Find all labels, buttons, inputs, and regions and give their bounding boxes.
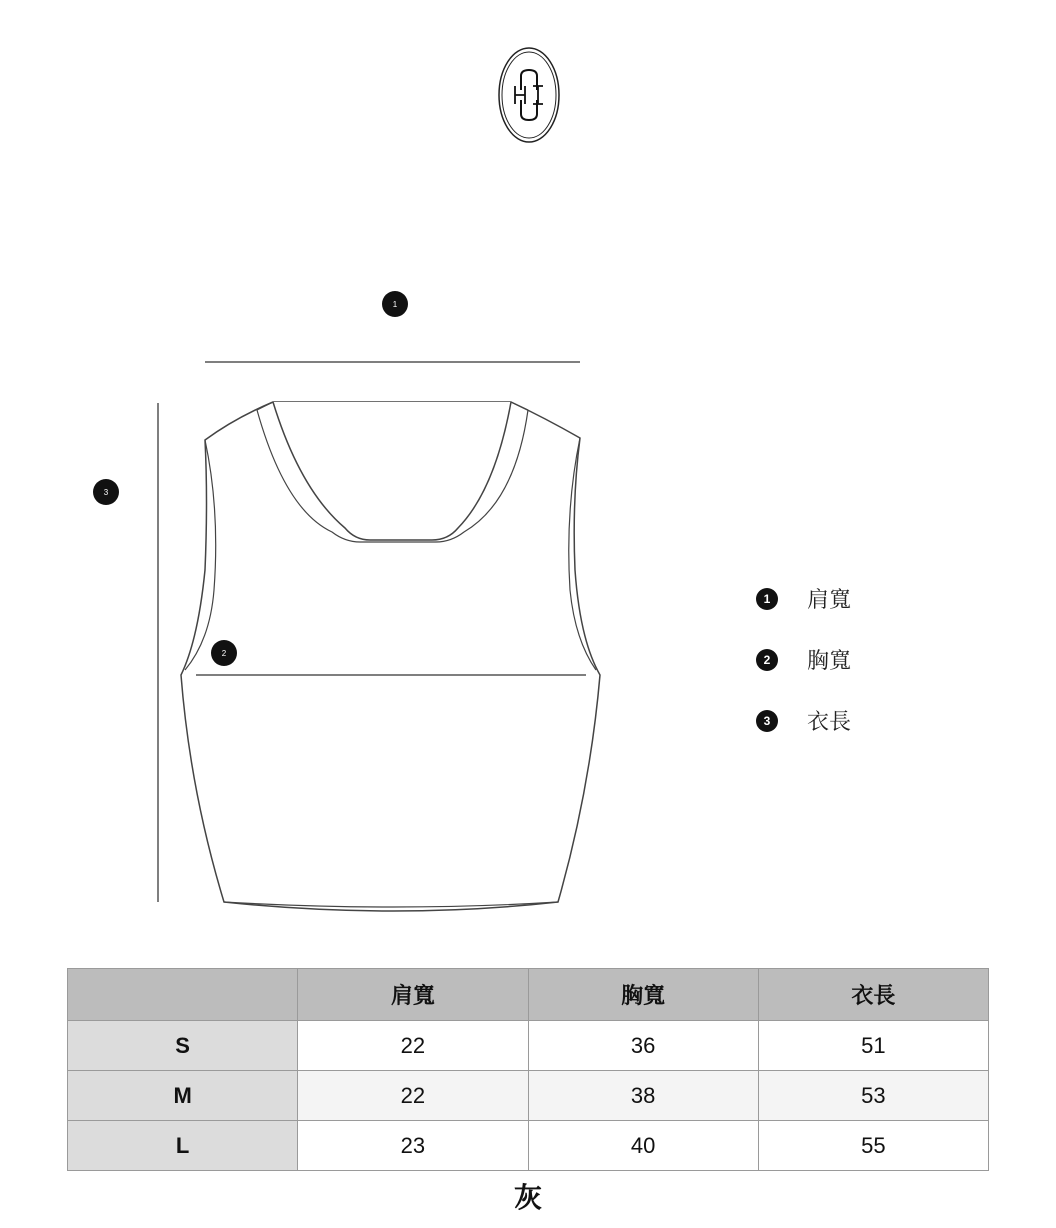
shoulder-cell: 23 (298, 1121, 528, 1171)
legend-number-1: 1 (756, 588, 778, 610)
shoulder-cell: 22 (298, 1071, 528, 1121)
table-row (68, 1121, 989, 1171)
legend-label: 衣長 (807, 710, 852, 735)
legend-item (756, 568, 996, 629)
legend-label: 肩寬 (807, 588, 852, 613)
size-cell: L (68, 1121, 298, 1171)
legend-number-2: 2 (756, 649, 778, 671)
header-chest: 胸寬 (528, 969, 758, 1021)
legend-item (756, 629, 996, 690)
color-label: 灰 (513, 1181, 542, 1214)
marker-3: 3 (93, 479, 119, 505)
marker-2: 2 (211, 640, 237, 666)
chest-cell: 40 (528, 1121, 758, 1171)
header-shoulder: 肩寬 (298, 969, 528, 1021)
legend-item (756, 690, 996, 751)
garment-diagram (0, 270, 700, 930)
shoulder-cell: 22 (298, 1021, 528, 1071)
chest-cell: 36 (528, 1021, 758, 1071)
size-cell: M (68, 1071, 298, 1121)
legend-number-3: 3 (756, 710, 778, 732)
size-table (67, 968, 989, 1171)
header-length: 衣長 (758, 969, 988, 1021)
table-row (68, 1071, 989, 1121)
tank-top-outline (0, 270, 700, 930)
monogram-logo-icon (497, 46, 561, 144)
table-header-row (68, 969, 989, 1021)
measurement-legend (756, 568, 996, 751)
length-cell: 55 (758, 1121, 988, 1171)
table-row (68, 1021, 989, 1071)
length-cell: 51 (758, 1021, 988, 1071)
chest-cell: 38 (528, 1071, 758, 1121)
header-size (68, 969, 298, 1021)
legend-label: 胸寬 (807, 649, 852, 674)
length-cell: 53 (758, 1071, 988, 1121)
size-cell: S (68, 1021, 298, 1071)
marker-1: 1 (382, 291, 408, 317)
